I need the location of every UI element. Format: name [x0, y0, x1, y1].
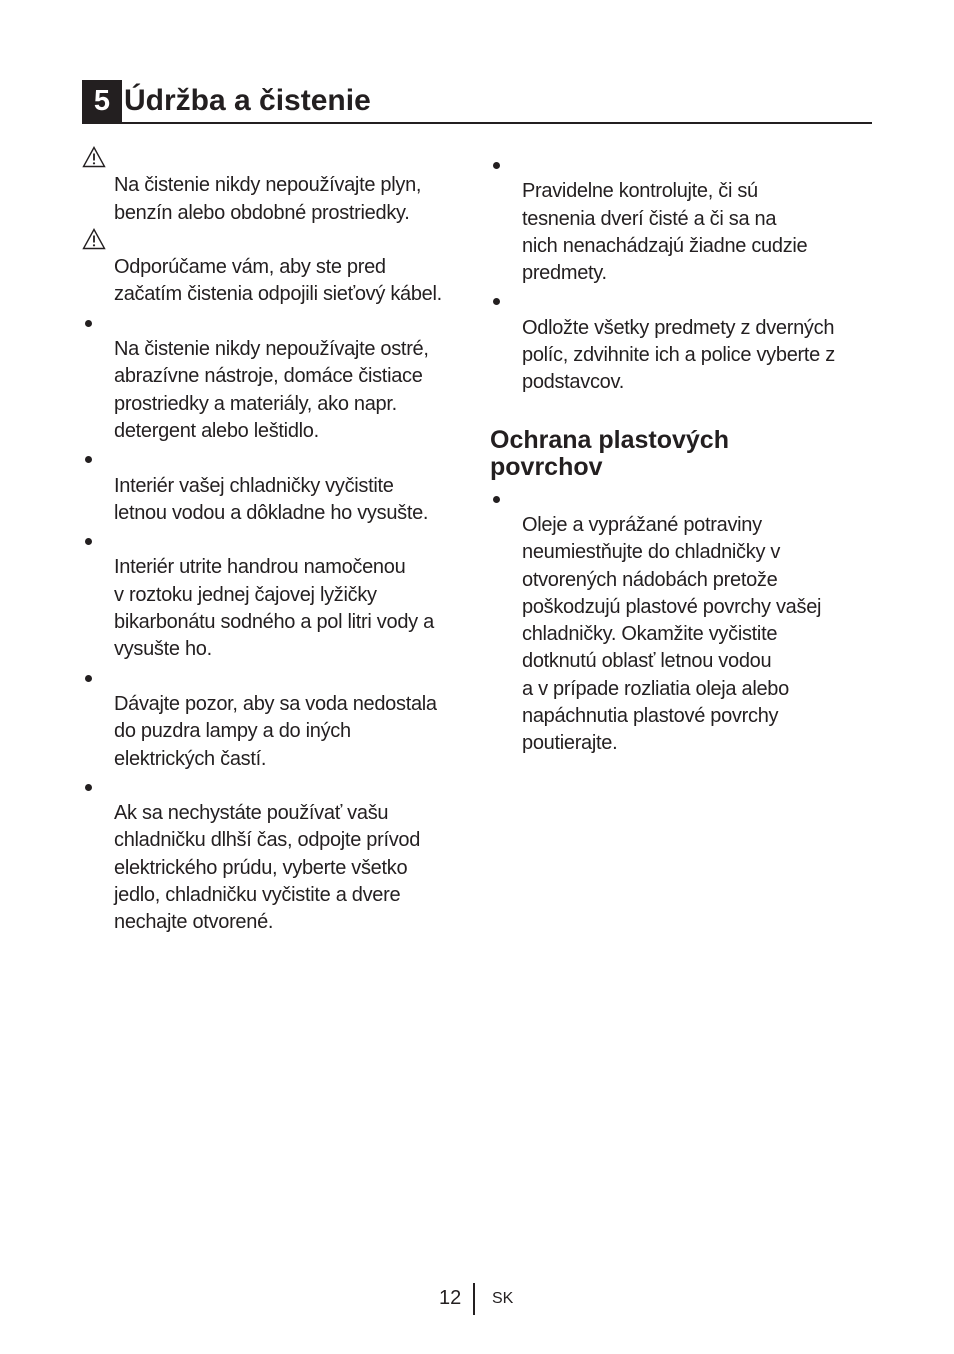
section-subheading: Ochrana plastových povrchov [490, 425, 729, 481]
item-text: Dávajte pozor, aby sa voda nedostala do puzdra lampy a do iných elektrických častí. [114, 692, 437, 770]
list-item [82, 664, 467, 773]
bullet-icon [82, 773, 114, 800]
list-item [82, 527, 467, 663]
chapter-header [82, 78, 872, 124]
bullet-icon [82, 309, 114, 336]
bullet-icon [82, 664, 114, 691]
chapter-number: 5 [82, 80, 122, 122]
left-column [82, 145, 467, 937]
item-text: Interiér utrite handrou namočenou v roztoku jednej čajovej lyžičky bikarbonátu sodného a pol litri vody a vysušte ho. [114, 556, 434, 661]
item-text: Interiér vašej chladničky vyčistite letnou vodou a dôkladne ho vysušte. [114, 474, 429, 524]
chapter-title: Údržba a čistenie [124, 84, 371, 117]
item-text: Odložte všetky predmety z dverných políc, zdvihnite ich a police vyberte z podstavcov. [522, 316, 835, 394]
item-text: Ak sa nechystáte používať vašu chladničku dlhší čas, odpojte prívod elektrického prúdu, vyberte všetko jedlo, chladničku vyčistite a dvere nechajte otvorené. [114, 802, 421, 934]
list-item [82, 309, 467, 445]
footer-divider [473, 1283, 475, 1315]
bullet-icon [82, 527, 114, 554]
list-item [490, 287, 875, 396]
item-text: Odporúčame vám, aby ste pred začatím čistenia odpojili sieťový kábel. [114, 256, 442, 306]
bullet-icon [490, 287, 522, 314]
item-text: Pravidelne kontrolujte, či sú tesnenia dverí čisté a či sa na nich nenachádzajú žiadne cudzie predmety. [522, 180, 808, 285]
bullet-icon [490, 151, 522, 178]
list-item [82, 445, 467, 527]
item-text: Na čistenie nikdy nepoužívajte ostré, abrazívne nástroje, domáce čistiace prostriedky a materiály, ako napr. detergent alebo leštidlo. [114, 338, 429, 442]
right-column [490, 151, 875, 758]
bullet-icon [490, 485, 522, 512]
item-text: Na čistenie nikdy nepoužívajte plyn, benzín alebo obdobné prostriedky. [114, 174, 422, 224]
list-item [490, 151, 875, 287]
warning-icon [82, 227, 114, 254]
list-item [490, 485, 875, 758]
list-item [82, 145, 467, 227]
warning-icon [82, 145, 114, 172]
page-number: 12 [439, 1287, 462, 1309]
list-item [82, 773, 467, 937]
language-code: SK [492, 1290, 514, 1307]
item-text: Oleje a vyprážané potraviny neumiestňujte do chladničky v otvorených nádobách pretože poškodzujú plastové povrchy vašej chladničky. Okamžite vyčistite dotknutú oblasť letnou vodou a v prípade rozliatia oleja alebo napáchnutia plastové povrchy poutierajte. [522, 513, 822, 755]
list-item [82, 227, 467, 309]
bullet-icon [82, 445, 114, 472]
page-footer [0, 1283, 954, 1315]
